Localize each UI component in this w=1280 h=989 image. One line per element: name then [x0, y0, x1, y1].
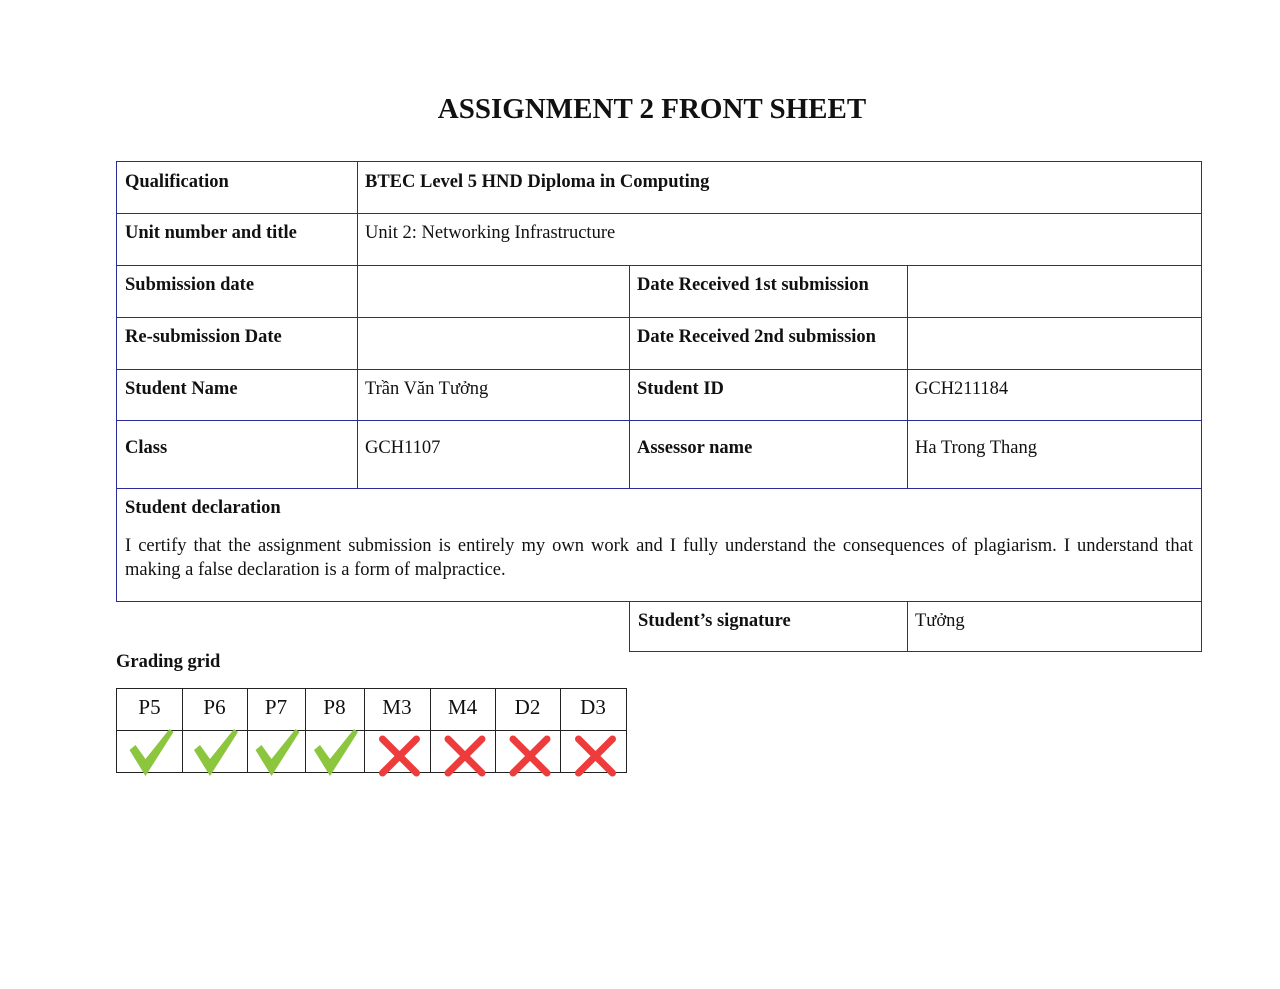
signature-value: Tưởng — [907, 601, 1202, 652]
student-name-label: Student Name — [116, 369, 358, 421]
date-received-2-label: Date Received 2nd submission — [629, 317, 908, 370]
checkmark-icon — [247, 730, 306, 773]
date-received-1-label: Date Received 1st submission — [629, 265, 908, 318]
assessor-label: Assessor name — [629, 420, 908, 489]
cross-icon — [430, 730, 496, 773]
unit-label: Unit number and title — [116, 213, 358, 266]
grade-header-p6: P6 — [182, 688, 248, 731]
checkmark-icon — [117, 730, 184, 773]
assessor-value: Ha Trong Thang — [907, 420, 1202, 489]
unit-value: Unit 2: Networking Infrastructure — [357, 213, 1202, 266]
declaration-text: I certify that the assignment submission is entirely my own work and I fully understand the consequences of plagiarism. I understand that making a false declaration is a form of malpractice. — [125, 536, 1193, 580]
grade-mark-p8 — [305, 730, 365, 773]
grade-header-d2: D2 — [495, 688, 561, 731]
submission-date-label: Submission date — [116, 265, 358, 318]
date-received-2-value — [907, 317, 1202, 370]
cross-icon — [495, 730, 561, 773]
class-value: GCH1107 — [357, 420, 630, 489]
grade-mark-p7 — [247, 730, 306, 773]
declaration-heading: Student declaration — [125, 498, 281, 518]
qualification-value: BTEC Level 5 HND Diploma in Computing — [357, 161, 1202, 214]
grade-header-p8: P8 — [305, 688, 365, 731]
grade-mark-m3 — [364, 730, 431, 773]
page-title: ASSIGNMENT 2 FRONT SHEET — [437, 93, 867, 125]
submission-date-value — [357, 265, 630, 318]
resubmission-date-label: Re-submission Date — [116, 317, 358, 370]
student-name-value: Trần Văn Tưởng — [357, 369, 630, 421]
cross-icon — [364, 730, 431, 773]
grade-mark-d2 — [495, 730, 561, 773]
class-label: Class — [116, 420, 358, 489]
date-received-1-value — [907, 265, 1202, 318]
grade-mark-m4 — [430, 730, 496, 773]
checkmark-icon — [182, 730, 248, 773]
grade-mark-p5 — [116, 730, 183, 773]
student-id-label: Student ID — [629, 369, 908, 421]
grade-header-m3: M3 — [364, 688, 431, 731]
student-id-value: GCH211184 — [907, 369, 1202, 421]
signature-label: Student’s signature — [629, 601, 908, 652]
grading-grid-label: Grading grid — [116, 652, 221, 672]
cross-icon — [560, 730, 627, 773]
qualification-label: Qualification — [116, 161, 358, 214]
grade-header-m4: M4 — [430, 688, 496, 731]
grade-mark-p6 — [182, 730, 248, 773]
resubmission-date-value — [357, 317, 630, 370]
grade-mark-d3 — [560, 730, 627, 773]
grade-header-d3: D3 — [560, 688, 627, 731]
grade-header-p7: P7 — [247, 688, 306, 731]
checkmark-icon — [305, 730, 365, 773]
student-declaration — [116, 488, 1202, 602]
grade-header-p5: P5 — [116, 688, 183, 731]
